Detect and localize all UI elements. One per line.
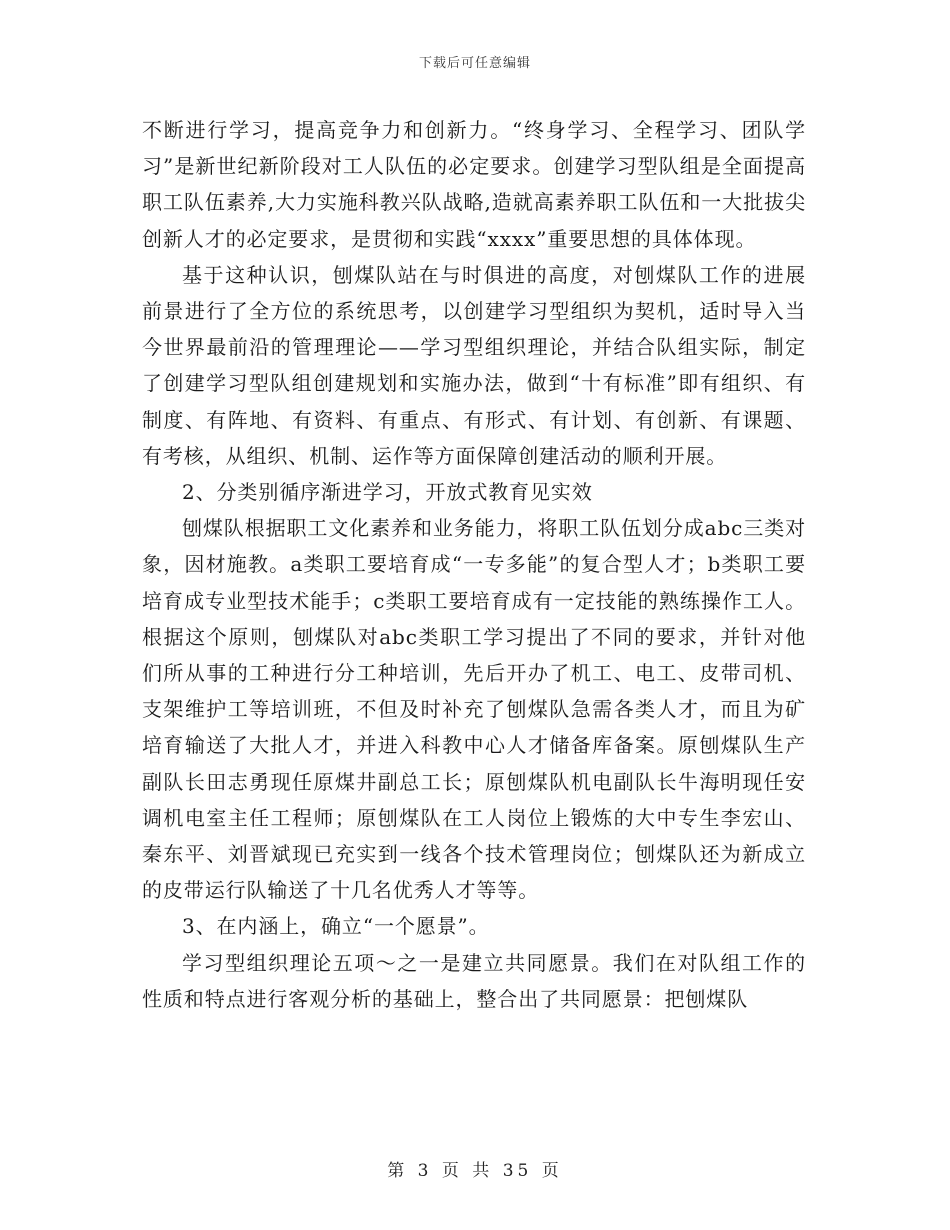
paragraph-2: 基于这种认识，刨煤队站在与时俱进的高度，对刨煤队工作的进展前景进行了全方位的系统思考，以创建学习型组织为契机，适时导入当今世界最前沿的管理理论——学习型组织理论，并结合队组实际，制定了创建学习型队组创建规划和实施办法，做到“十有标准”即有组织、有制度、有阵地、有资料、有重点、有形式、有计划、有创新、有课题、有考核，从组织、机制、运作等方面保障创建活动的顺利开展。	[142, 262, 806, 468]
paragraph-4: 学习型组织理论五项～之一是建立共同愿景。我们在对队组工作的性质和特点进行客观分析的基础上，整合出了共同愿景：把刨煤队	[142, 950, 806, 1011]
page-footer: 第 3 页 共 35 页	[387, 1161, 563, 1181]
paragraph-1: 不断进行学习，提高竞争力和创新力。“终身学习、全程学习、团队学习”是新世纪新阶段对工人队伍的必定要求。创建学习型队组是全面提高职工队伍素养,大力实施科教兴队战略,造就高素养职工队伍和一大批拔尖创新人才的必定要求，是贯彻和实践“xxxx”重要思想的具体体现。	[142, 118, 806, 251]
section-heading-3: 3、在内涵上，确立“一个愿景”。	[182, 914, 490, 939]
paragraph-3: 刨煤队根据职工文化素养和业务能力，将职工队伍划分成abc三类对象，因材施教。a类职工要培育成“一专多能”的复合型人才；b类职工要培育成专业型技术能手；c类职工要培育成有一定技能的熟练操作工人。根据这个原则，刨煤队对abc类职工学习提出了不同的要求，并针对他们所从事的工种进行分工种培训，先后开办了机工、电工、皮带司机、支架维护工等培训班，不但及时补充了刨煤队急需各类人才，而且为矿培育输送了大批人才，并进入科教中心人才储备库备案。原刨煤队生产副队长田志勇现任原煤井副总工长；原刨煤队机电副队长牛海明现任安调机电室主任工程师；原刨煤队在工人岗位上锻炼的大中专生李宏山、秦东平、刘晋斌现已充实到一线各个技术管理岗位；刨煤队还为新成立的皮带运行队输送了十几名优秀人才等等。	[142, 516, 806, 903]
page-header: 下载后可任意编辑	[418, 56, 531, 71]
section-heading-2: 2、分类别循序渐进学习，开放式教育见实效	[182, 480, 593, 505]
document-body	[142, 112, 806, 1017]
